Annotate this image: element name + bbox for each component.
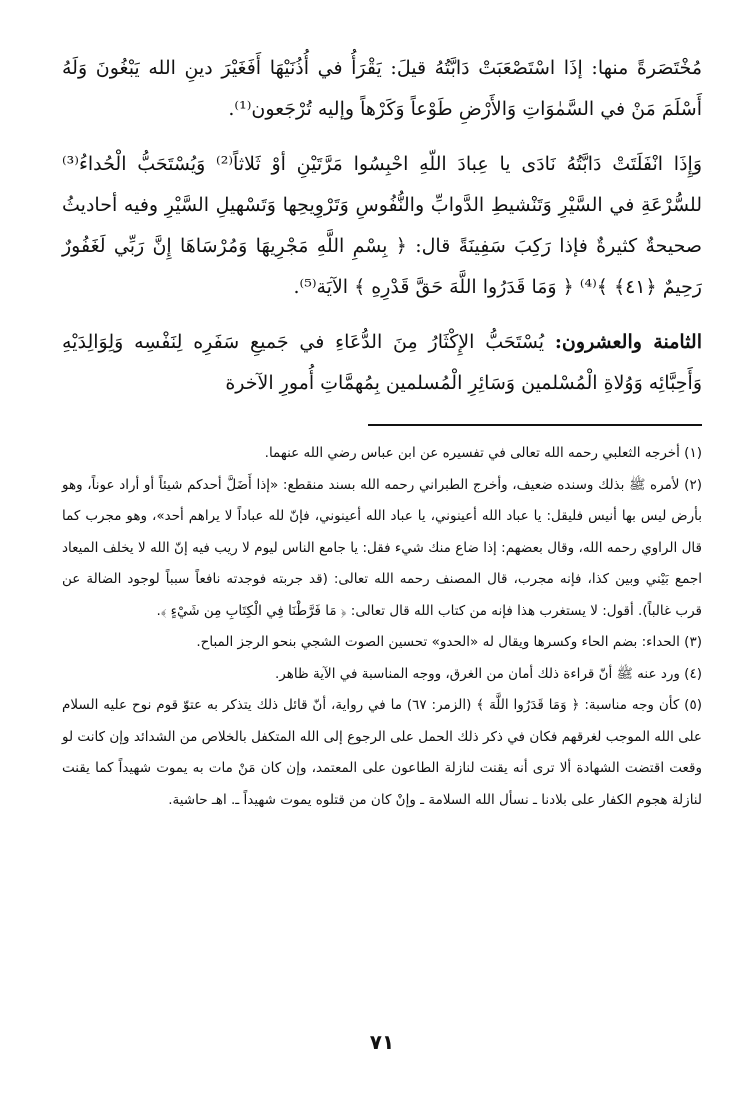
book-page — [62, 48, 702, 1068]
footnote-separator — [368, 424, 702, 426]
page-number: ٧١ — [369, 1030, 395, 1054]
main-paragraph-2: وَإِذَا انْفَلَتَتْ دَابَّتُهُ نَادَى يا عِبادَ اللّهِ احْبِسُوا مَرَّتَيْنِ أوْ ثَلاثاً⁽²⁾ وَيُسْتَحَبُّ الْحُداءُ⁽³⁾ للسُّرْعَةِ في السَّيْرِ وَتَنْشيطِ الدَّوابِّ والنُّفُوسِ وَتَرْوِيحِها وَتَسْهيلِ السَّيْرِ وفيه أحاديثُ صحيحةٌ كثيرةٌ فإذا رَكِبَ سَفِينَةً قال: ﴿ بِسْمِ اللَّهِ مَجْرِيهَا وَمُرْسَاهَا إِنَّ رَبِّي لَغَفُورٌ رَحِيمٌ ﴿٤١﴾ ﴾⁽⁴⁾ ﴿ وَمَا قَدَرُوا اللَّهَ حَقَّ قَدْرِهِ ﴾ الآيَة⁽⁵⁾. — [62, 153, 702, 298]
paragraph-heading: الثامنة والعشرون: — [554, 331, 702, 353]
main-paragraph-1: مُخْتَصَرةً منها: إذَا اسْتَصْعَبَتْ دَابَّتُهُ قيلَ: يَقْرَأُ في أُذُنَيْهَا أَفَغَيْرَ دينِ الله يَبْغُونَ وَلَهُ أَسْلَمَ مَنْ في السَّمٰوَاتِ وَالأَرْضِ طَوْعاً وَكَرْهاً وإليه تُرْجَعون⁽¹⁾. — [62, 57, 702, 120]
main-text — [62, 48, 702, 404]
main-paragraph-3 — [62, 322, 702, 404]
footnote-1: (١) أخرجه الثعلبي رحمه الله تعالى في تفسيره عن ابن عباس رضي الله عنهما. — [264, 445, 702, 461]
footnote-5: (٥) كأن وجه مناسبة: ﴿ وَمَا قَدَرُوا اللَّهَ ﴾ (الزمر: ٦٧) ما في رواية، أنّ قائل ذلك يتذكر به عتوّ قوم نوح عليه السلام على الله الموجب لغرقهم فكان في ذكر ذلك الحمل على الرجوع إلى الله المتكفل بالخلاص من الشدائد وإن كانت لو وقعت اقتضت الشهادة ألا ترى أنه يقنت لنازلة الطاعون على المعتمد، وإن كان مَنْ مات به يموت شهيداً كما يقنت لنازلة هجوم الكفار على بلادنا ـ نسأل الله السلامة ـ وإنْ كان من قتلوه يموت شهيداً ـ. اهـ حاشية. — [62, 697, 702, 808]
footnotes — [62, 438, 702, 816]
footnote-2: (٢) لأمره ﷺ بذلك وسنده ضعيف، وأخرج الطبراني رحمه الله بسند منقطع: «إذا أَضَلَّ أحدكم شيئاً أو أراد عوناً، وهو بأرض ليس بها أنيس فليقل: يا عباد الله أعينوني، يا عباد الله أعينوني، فإنّ لله عباداً لا يراهم أحد»، وهو مجرب كما قال الراوي رحمه الله، وقال بعضهم: إذا ضاع منك شيء فقل: يا جامع الناس ليوم لا ريب فيه إنّ الله لا يخلف الميعاد اجمع بَيْني وبين كذا، فإنه مجرب، قال المصنف رحمه الله تعالى: (قد جربته فوجدته نافعاً سبباً لوجود الضالة عن قرب غالباً). أقول: لا يستغرب هذا فإنه من كتاب الله قال تعالى: ﴿ مَا فَرَّطْنَا فِي الْكِتَابِ مِن شَيْءٍ ﴾. — [62, 476, 702, 619]
footnote-3: (٣) الحداء: بضم الحاء وكسرها ويقال له «الحدو» تحسين الصوت الشجي بنحو الرجز المباح. — [196, 634, 702, 650]
paragraph-body: يُسْتَحَبُّ الإِكْثَارُ مِنَ الدُّعَاءِ في جَميعِ سَفَرِه لِنَفْسِه وَلِوَالِدَيْهِ وَأَحِبَّائِه وَوُلاةِ الْمُسْلمين وَسَائِرِ الْمُسلمين بِمُهمَّاتِ أُمورِ الآخرة — [62, 331, 702, 394]
footnote-4: (٤) ورد عنه ﷺ أنّ قراءة ذلك أمان من الغرق، ووجه المناسبة في الآية ظاهر. — [275, 665, 702, 682]
